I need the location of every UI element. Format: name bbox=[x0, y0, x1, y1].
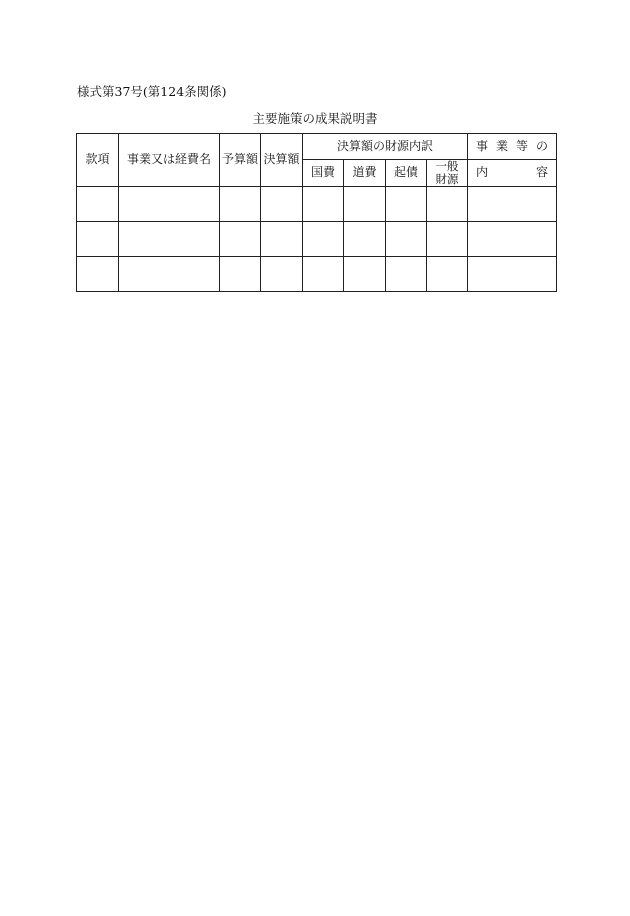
table-cell[interactable] bbox=[386, 222, 427, 257]
header-prefectural: 道費 bbox=[344, 160, 386, 187]
table-cell[interactable] bbox=[77, 257, 119, 292]
table-row bbox=[77, 257, 557, 292]
table-cell[interactable] bbox=[303, 187, 344, 222]
table-cell[interactable] bbox=[386, 257, 427, 292]
header-content-top bbox=[468, 134, 557, 160]
table-row bbox=[77, 222, 557, 257]
table-cell[interactable] bbox=[427, 257, 468, 292]
table-cell[interactable] bbox=[261, 222, 303, 257]
header-funding-breakdown: 決算額の財源内訳 bbox=[303, 134, 468, 160]
header-budget: 予算額 bbox=[220, 134, 261, 187]
document-title: 主要施策の成果説明書 bbox=[252, 111, 378, 126]
header-content-char: 内 bbox=[476, 165, 489, 180]
table-cell[interactable] bbox=[427, 222, 468, 257]
header-content-char: 事 bbox=[476, 138, 489, 153]
header-content-bottom bbox=[468, 160, 557, 187]
table-cell[interactable] bbox=[303, 257, 344, 292]
table-cell[interactable] bbox=[344, 187, 386, 222]
table-cell[interactable] bbox=[261, 187, 303, 222]
table-cell[interactable] bbox=[119, 222, 220, 257]
table-cell[interactable] bbox=[77, 222, 119, 257]
header-general-revenue bbox=[427, 160, 468, 187]
table-cell[interactable] bbox=[386, 187, 427, 222]
header-content-char: 容 bbox=[536, 165, 549, 180]
header-bonds: 起債 bbox=[386, 160, 427, 187]
header-kanko: 款項 bbox=[77, 134, 119, 187]
table-cell[interactable] bbox=[220, 187, 261, 222]
table-cell[interactable] bbox=[261, 257, 303, 292]
table-cell[interactable] bbox=[303, 222, 344, 257]
form-number: 様式第37号(第124条関係) bbox=[77, 84, 227, 99]
table-cell[interactable] bbox=[344, 257, 386, 292]
table-cell[interactable] bbox=[468, 187, 557, 222]
table-cell[interactable] bbox=[468, 257, 557, 292]
table-cell[interactable] bbox=[220, 257, 261, 292]
achievement-report-table bbox=[76, 133, 557, 292]
header-general-line2: 財源 bbox=[435, 172, 459, 187]
header-national: 国費 bbox=[303, 160, 344, 187]
table-cell[interactable] bbox=[119, 257, 220, 292]
table-cell[interactable] bbox=[220, 222, 261, 257]
header-settlement: 決算額 bbox=[261, 134, 303, 187]
table-cell[interactable] bbox=[344, 222, 386, 257]
header-content-char: 業 bbox=[496, 138, 509, 153]
table-cell[interactable] bbox=[77, 187, 119, 222]
table-row bbox=[77, 187, 557, 222]
header-content-char: 等 bbox=[515, 138, 528, 153]
table-cell[interactable] bbox=[119, 187, 220, 222]
header-general-line1: 一般 bbox=[435, 159, 459, 173]
header-project-name: 事業又は経費名 bbox=[119, 134, 220, 187]
table-cell[interactable] bbox=[427, 187, 468, 222]
header-content-char: の bbox=[535, 138, 548, 153]
table-cell[interactable] bbox=[468, 222, 557, 257]
